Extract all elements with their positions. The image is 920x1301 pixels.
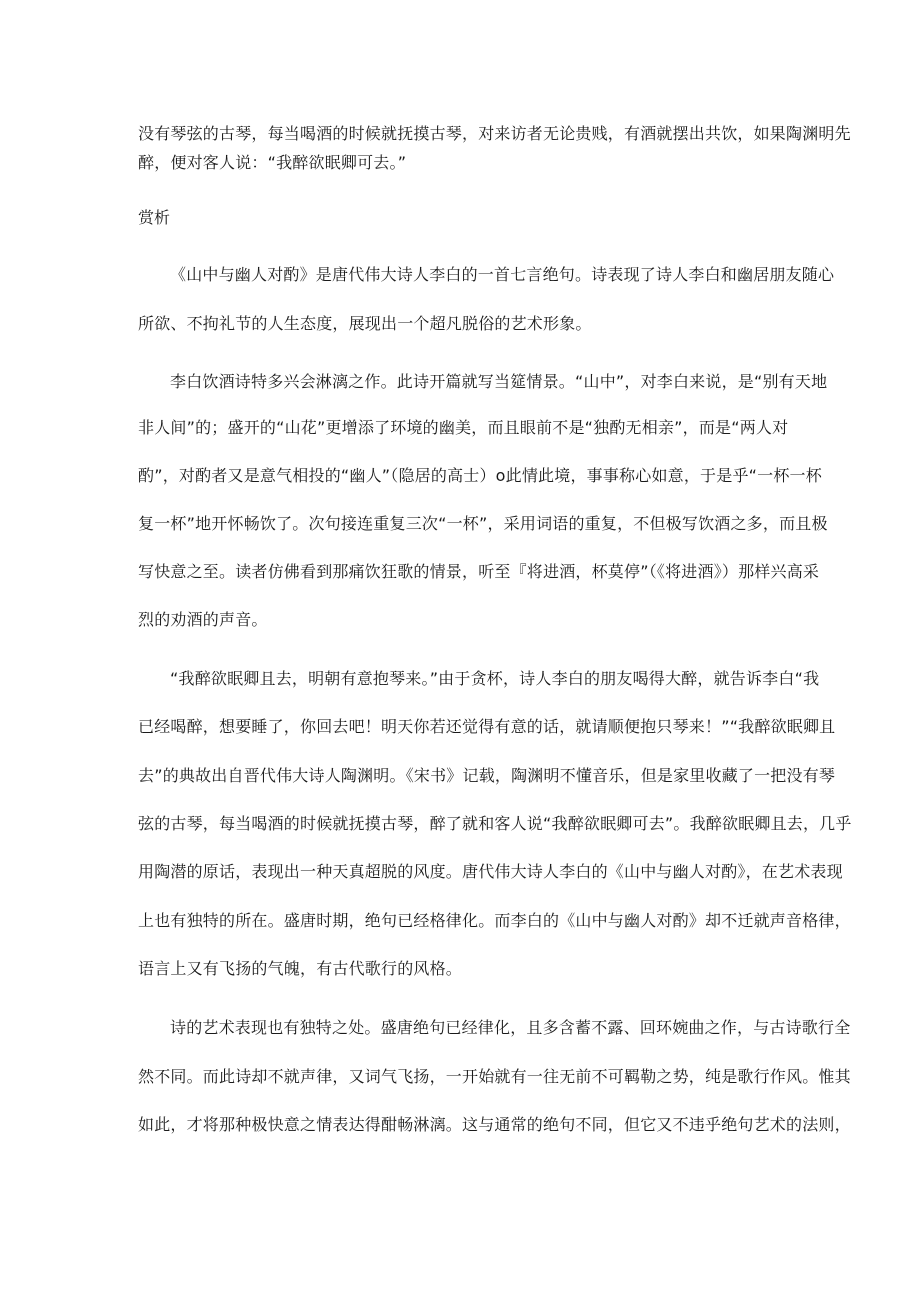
intro-line: 醉，便对客人说：“我醉欲眠卿可去。” xyxy=(138,153,407,172)
paragraph-line: 去”的典故出自晋代伟大诗人陶渊明。《宋书》记载，陶渊明不懂音乐，但是家里收藏了一把没有琴 xyxy=(138,766,836,785)
paragraph-line: “我醉欲眠卿且去，明朝有意抱琴来。”由于贪杯，诗人李白的朋友喝得大醉，就告诉李白“我 xyxy=(170,669,820,688)
paragraph-line: 已经喝醉，想要睡了，你回去吧！明天你若还觉得有意的话，就请顺便抱只琴来！”“我醉欲眠卿且 xyxy=(138,717,836,736)
paragraph-line: 然不同。而此诗却不就声律，又词气飞扬，一开始就有一往无前不可羁勒之势，纯是歌行作风。惟其 xyxy=(138,1067,851,1086)
paragraph-line: 上也有独特的所在。盛唐时期，绝句已经格律化。而李白的《山中与幽人对酌》却不迁就声音格律， xyxy=(138,911,851,930)
paragraph-line: 诗的艺术表现也有独特之处。盛唐绝句已经律化，且多含蓄不露、回环婉曲之作，与古诗歌行全 xyxy=(170,1018,851,1037)
section-heading: 赏析 xyxy=(138,208,171,227)
paragraph-line: 所欲、不拘礼节的人生态度，展现出一个超凡脱俗的艺术形象。 xyxy=(138,314,592,333)
paragraph-line: 如此，才将那种极快意之情表达得酣畅淋漓。这与通常的绝句不同，但它又不违乎绝句艺术的法则， xyxy=(138,1115,851,1134)
paragraph-line: 语言上又有飞扬的气魄，有古代歌行的风格。 xyxy=(138,959,463,978)
paragraph-line: 弦的古琴，每当喝酒的时候就抚摸古琴，醉了就和客人说“我醉欲眠卿可去”。我醉欲眠卿且去，几乎 xyxy=(138,814,852,833)
paragraph-line: 用陶潜的原话，表现出一种天真超脱的风度。唐代伟大诗人李白的《山中与幽人对酌》，在艺术表现 xyxy=(138,862,843,881)
paragraph-line: 李白饮酒诗特多兴会淋漓之作。此诗开篇就写当筵情景。“山中”，对李白来说，是“别有天地 xyxy=(170,372,828,391)
paragraph-line: 非人间”的；盛开的“山花”更增添了环境的幽美，而且眼前不是“独酌无相亲”，而是“两人对 xyxy=(138,418,789,437)
paragraph-line: 酌”，对酌者又是意气相投的“幽人”（隐居的高士）o此情此境，事事称心如意，于是乎“一杯一杯 xyxy=(138,466,822,485)
paragraph-line: 写快意之至。读者仿佛看到那痛饮狂歌的情景，听至『将进酒，杯莫停”（《将进酒》）那样兴高采 xyxy=(138,562,820,581)
paragraph-line: 复一杯”地开怀畅饮了。次句接连重复三次“一杯”，采用词语的重复，不但极写饮酒之多，而且极 xyxy=(138,514,828,533)
intro-line: 没有琴弦的古琴，每当喝酒的时候就抚摸古琴，对来访者无论贵贱，有酒就摆出共饮，如果陶渊明先 xyxy=(138,124,851,143)
paragraph-line: 《山中与幽人对酌》是唐代伟大诗人李白的一首七言绝句。诗表现了诗人李白和幽居朋友随心 xyxy=(170,265,835,284)
paragraph-line: 烈的劝酒的声音。 xyxy=(138,610,268,629)
